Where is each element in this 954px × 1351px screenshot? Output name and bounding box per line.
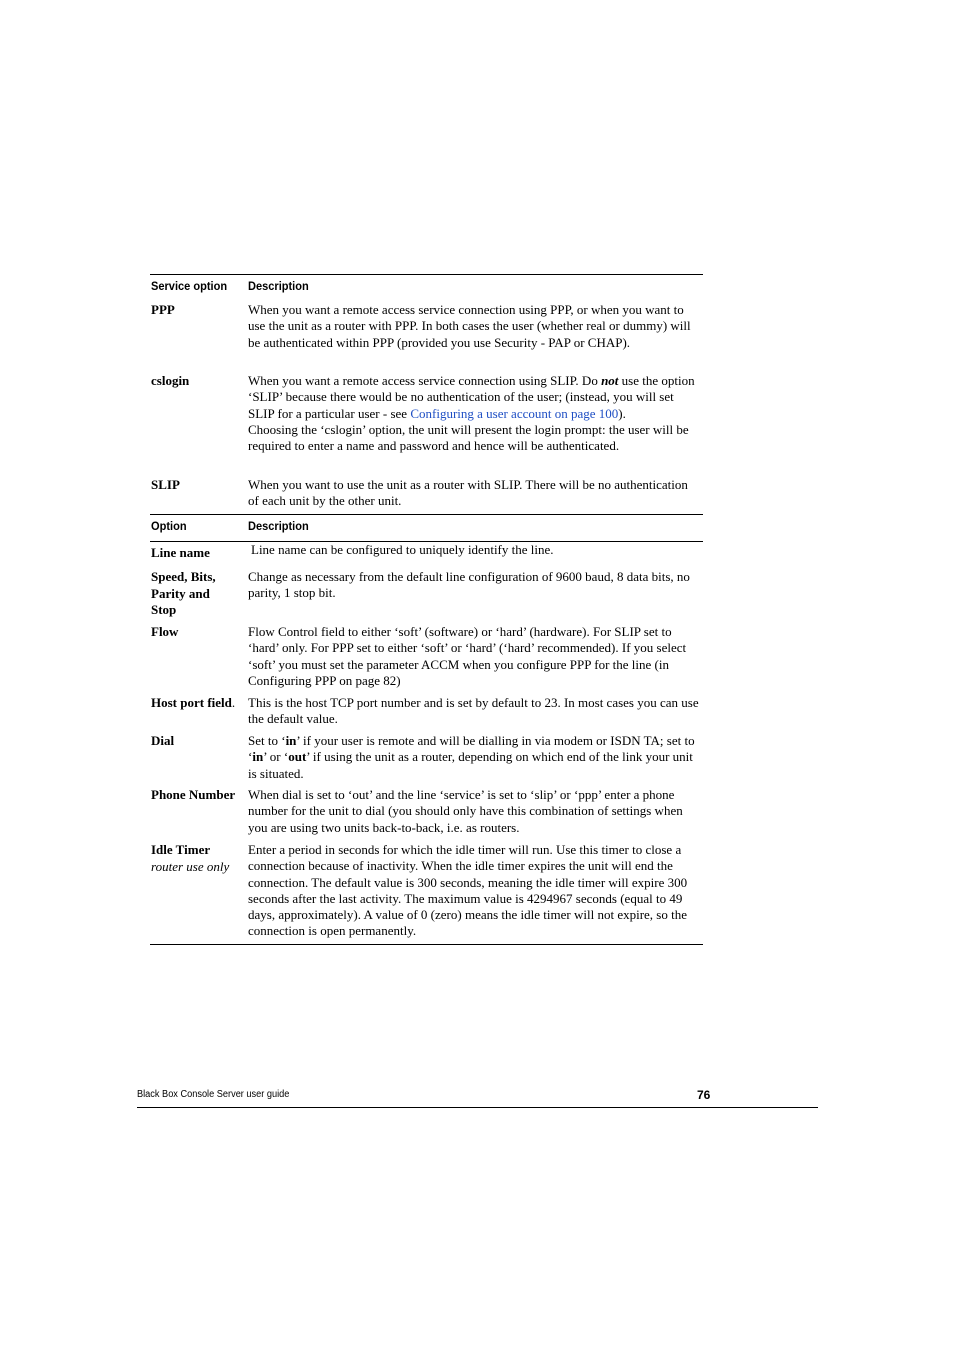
- term-cslogin: cslogin: [151, 373, 190, 388]
- desc-dial: [248, 733, 700, 782]
- term-host-port-field-suffix: .: [231, 695, 236, 710]
- desc-phone-number: When dial is set to ‘out’ and the line ‘service’ is set to ‘slip’ or ‘ppp’ enter a phone number for the unit to dial (you should only have this combination of settings when you are using two units back-to-back, i.e. as routers.: [248, 787, 683, 835]
- desc-dial-out: out: [288, 749, 307, 765]
- desc-cslogin-emphasis: not: [601, 373, 619, 388]
- desc-dial-text-d: ’ or ‘: [263, 749, 289, 765]
- footer-document-title: Black Box Console Server user guide: [137, 1089, 290, 1100]
- footer-page-number: 76: [697, 1088, 711, 1102]
- term-idle-timer-label: Idle Timer: [151, 842, 211, 857]
- table1-header-description: Description: [248, 279, 309, 293]
- desc-dial-text-e: ’ if using the unit as a router, depending on which end of the link your unit is situated.: [248, 749, 693, 781]
- desc-flow: Flow Control field to either ‘soft’ (software) or ‘hard’ (hardware). For SLIP set to ‘hard’ only. For PPP set to either ‘soft’ or ‘hard’ (‘hard’ recommended). If you select ‘soft’ you must set the parameter ACCM when you configure PPP for the line (in Configuring PPP on page 82): [248, 624, 687, 688]
- desc-slip: When you want to use the unit as a router with SLIP. There will be no authentication of each unit by the other unit.: [248, 477, 688, 509]
- desc-cslogin-text-c: ).: [618, 405, 626, 421]
- desc-dial-text-a: Set to ‘: [248, 733, 286, 748]
- link-configuring-user-account[interactable]: Configuring a user account on page 100: [410, 405, 619, 421]
- table2-top-rule: [150, 514, 703, 515]
- term-phone-number: Phone Number: [151, 787, 236, 802]
- desc-speed-bits-parity-stop: Change as necessary from the default line configuration of 9600 baud, 8 data bits, no parity, 1 stop bit.: [248, 569, 690, 601]
- term-line-name: Line name: [151, 545, 210, 560]
- desc-dial-in-2: in: [252, 749, 264, 765]
- desc-cslogin-text-b: use the option ‘SLIP’ because there would be no authentication of the user; (instead, you will set SLIP for a particular user - see: [248, 373, 695, 421]
- term-host-port-field-label: Host port field: [151, 695, 232, 710]
- desc-cslogin: [248, 373, 700, 454]
- desc-line-name: Line name can be configured to uniquely identify the line.: [251, 542, 554, 557]
- term-idle-timer-note: router use only: [151, 858, 230, 874]
- term-idle-timer: [151, 842, 243, 875]
- term-speed-bits-parity-stop: Speed, Bits, Parity and Stop: [151, 569, 216, 617]
- term-dial: Dial: [151, 733, 175, 748]
- desc-host-port-field: This is the host TCP port number and is set by default to 23. In most cases you can use the default value.: [248, 695, 699, 727]
- term-slip: SLIP: [151, 477, 180, 492]
- desc-idle-timer: Enter a period in seconds for which the idle timer will run. Use this timer to close a connection because of inactivity. When the idle timer expires the unit will end the connection. The default value is 300 seconds, meaning the idle timer will expire 300 seconds after the last activity. The maximum value is 4294967 seconds (equal to 49 days, approximately). A value of 0 (zero) means the idle timer will not expire, so the connection is open permanently.: [248, 842, 688, 939]
- term-host-port-field: [151, 695, 247, 712]
- table1-header-service-option: Service option: [151, 279, 228, 293]
- desc-ppp: When you want a remote access service connection using PPP, or when you want to use the unit as a router with PPP. In both cases the user (whether real or dummy) will be authenticated within PPP (provided you use Security - PAP or CHAP).: [248, 302, 691, 350]
- desc-dial-in-1: in: [285, 733, 297, 748]
- desc-cslogin-paragraph-2: Choosing the ‘cslogin’ option, the unit will present the login prompt: the user will be required to enter a name and password and hence will be authenticated.: [248, 421, 689, 454]
- term-ppp: PPP: [151, 302, 175, 317]
- table1-top-rule: [150, 274, 703, 275]
- desc-dial-text-c: ’ if your user is remote and will be dialling in via modem or ISDN TA; set to ‘: [248, 733, 695, 765]
- table2-header-option: Option: [151, 519, 187, 533]
- table2-header-description: Description: [248, 519, 309, 533]
- footer-rule: [137, 1107, 818, 1108]
- table2-bottom-rule: [150, 944, 703, 945]
- desc-cslogin-text-a: When you want a remote access service connection using SLIP. Do: [248, 373, 602, 388]
- term-flow: Flow: [151, 624, 179, 639]
